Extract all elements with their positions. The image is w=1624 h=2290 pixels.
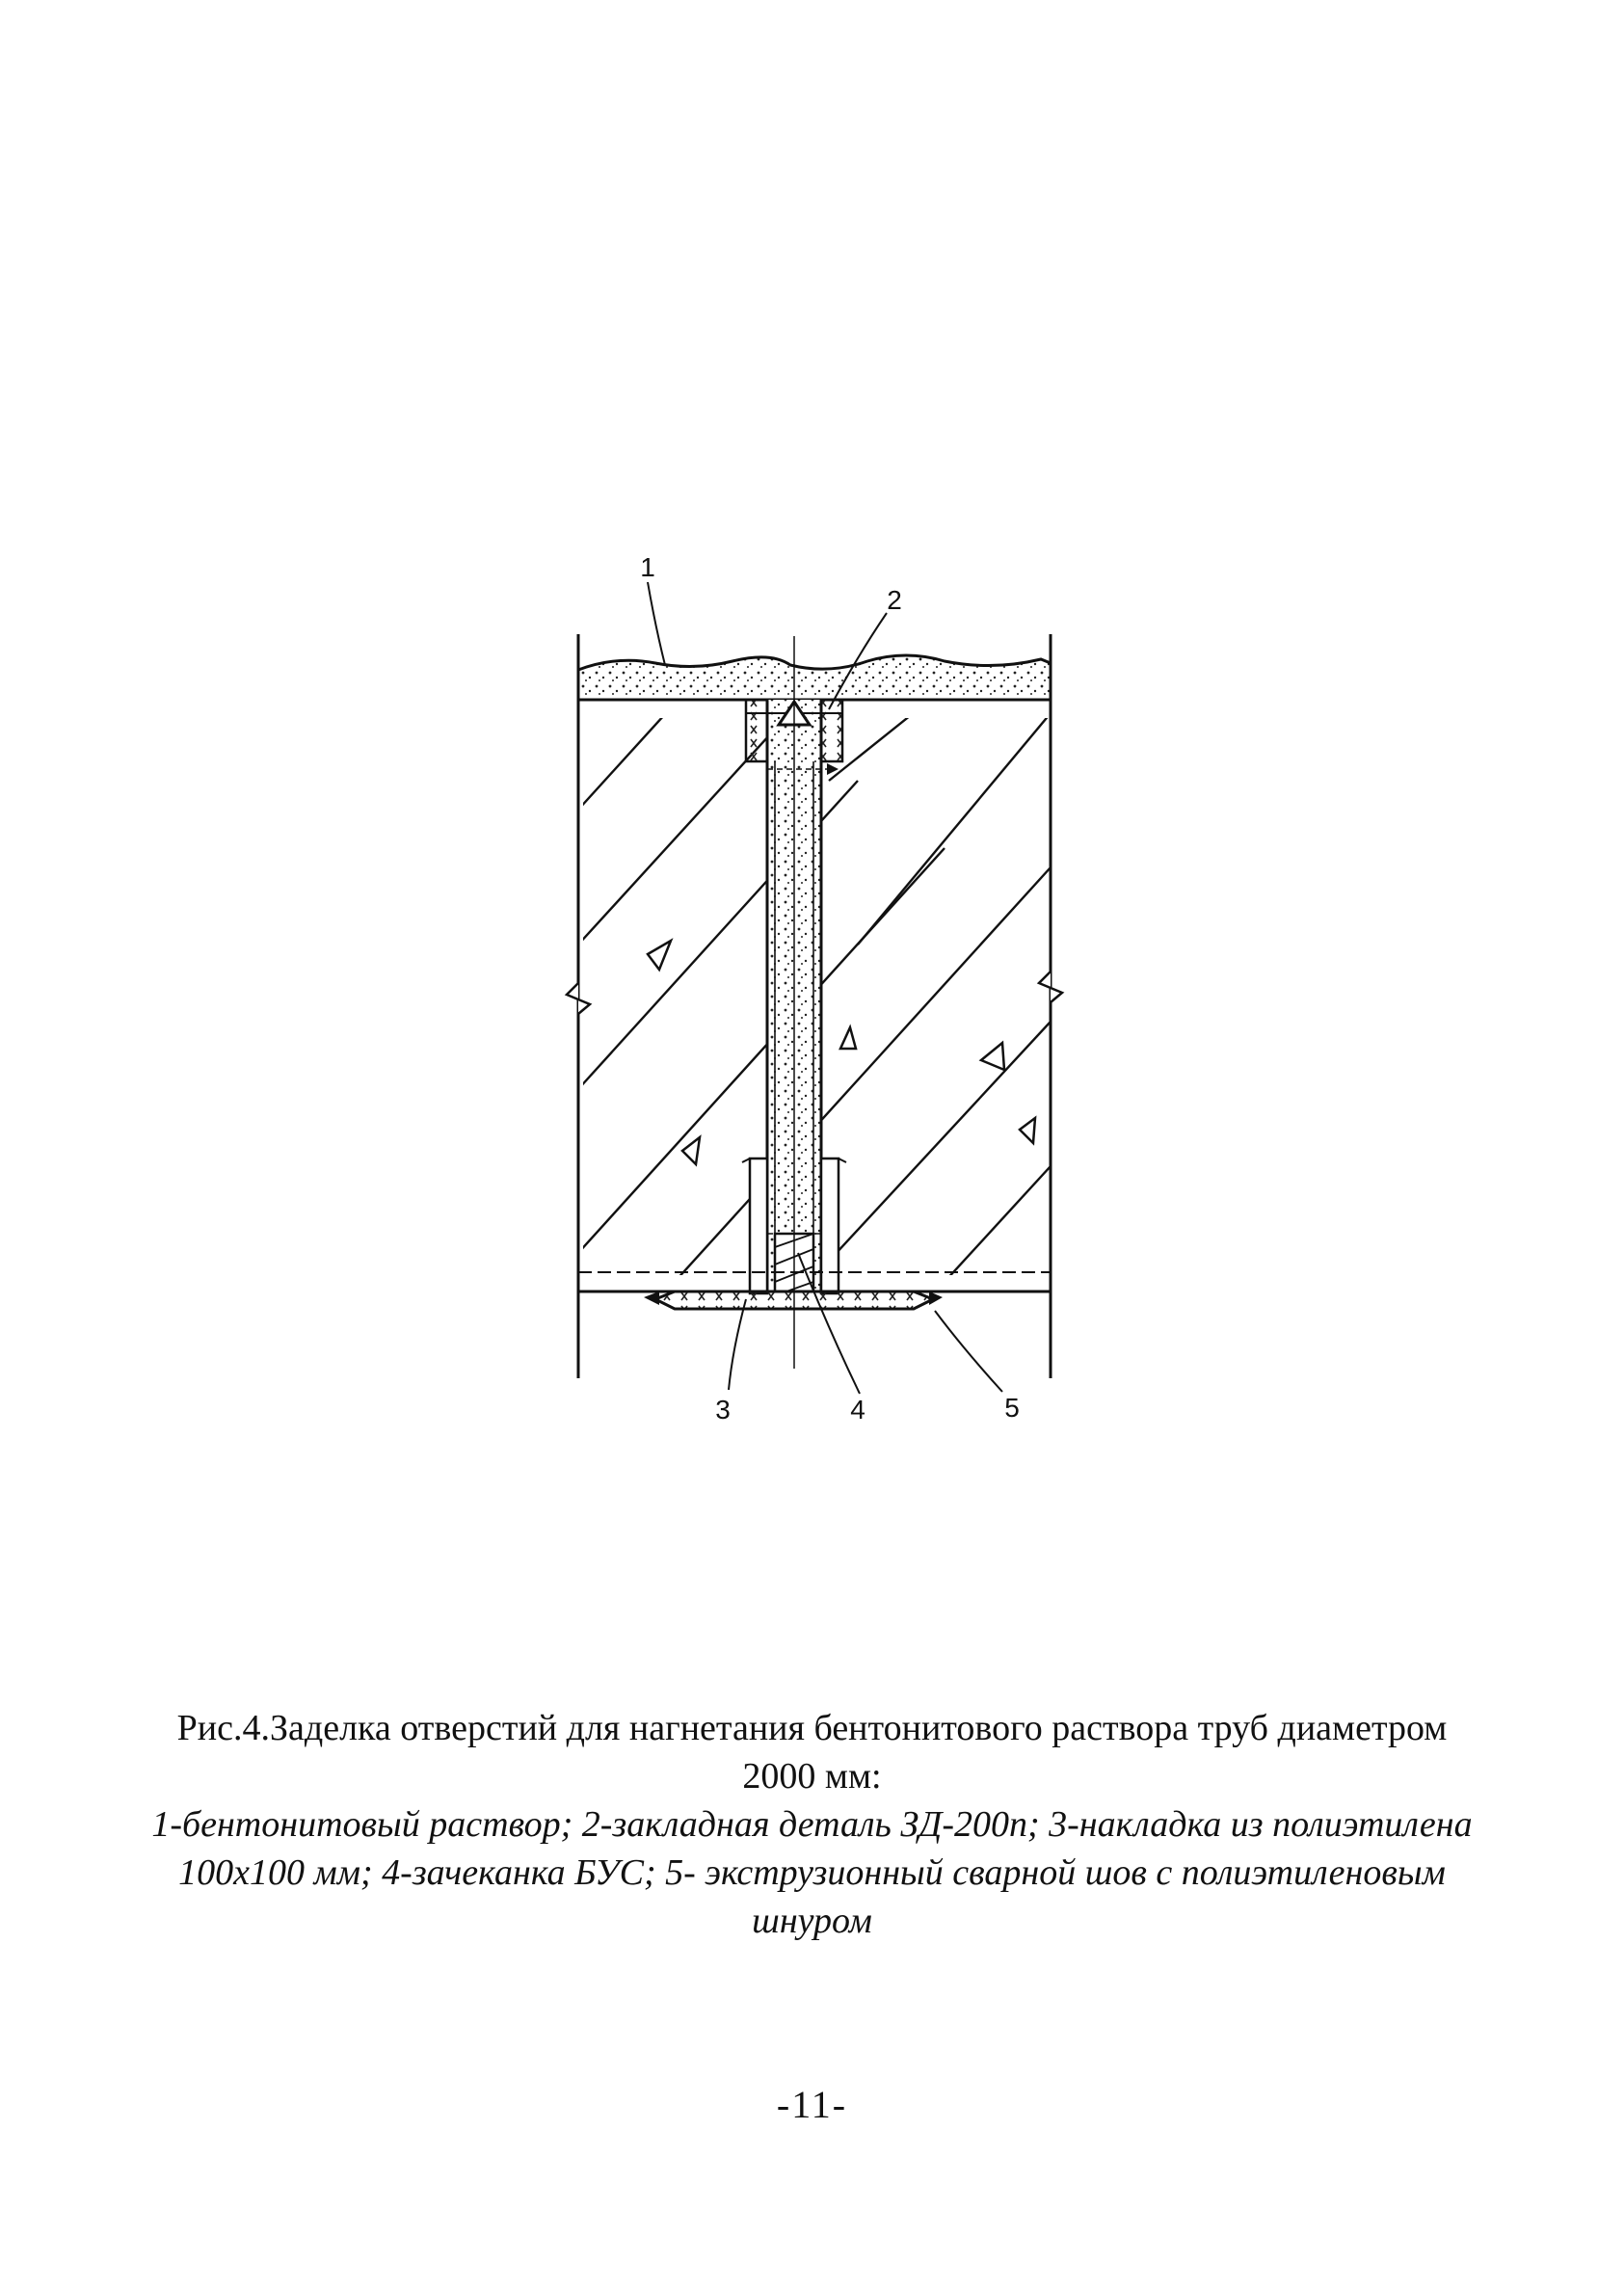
- polyethylene-plate: [644, 1291, 943, 1309]
- callout-1: 1: [640, 552, 655, 582]
- bentonite-layer: [578, 655, 1051, 700]
- callout-3: 3: [715, 1395, 731, 1425]
- injection-hole-section-svg: [540, 520, 1079, 1426]
- callout-4: 4: [850, 1395, 865, 1425]
- callout-2: 2: [887, 585, 902, 615]
- callout-5: 5: [1004, 1393, 1020, 1423]
- caption-legend: 1-бентонитовый раствор; 2-закладная деталь ЗД-200п; 3-накладка из полиэтилена 100х100 мм; 4-зачеканка БУС; 5- экструзионный сварной шов с полиэтиленовым шнуром: [151, 1804, 1473, 1941]
- section-drawing: [540, 520, 1079, 1426]
- figure-caption: [145, 1704, 1479, 1945]
- page-number: -11-: [776, 2083, 848, 2126]
- caption-title: Рис.4.Заделка отверстий для нагнетания бентонитового раствора труб диаметром 2000 мм:: [176, 1708, 1448, 1797]
